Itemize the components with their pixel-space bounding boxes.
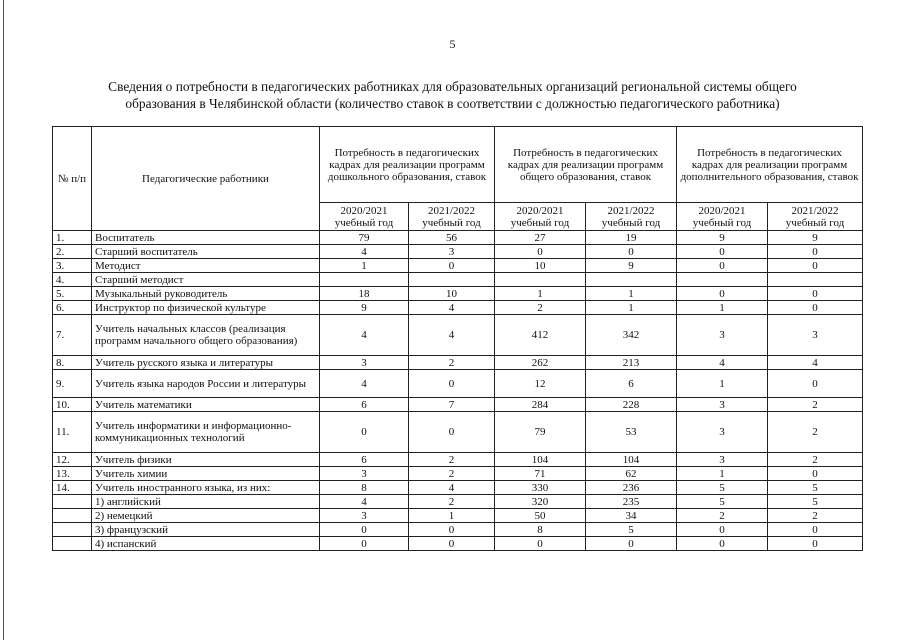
value-cell: 2 [409,467,495,481]
value-cell: 0 [495,245,586,259]
table-row [53,481,863,495]
value-cell: 0 [586,537,677,551]
table-row [53,356,863,370]
worker-name: Старший методист [92,273,320,287]
row-number: 2. [53,245,92,259]
value-cell: 0 [768,301,863,315]
value-cell: 3 [677,412,768,453]
value-cell: 0 [586,245,677,259]
value-cell: 2 [409,495,495,509]
value-cell: 3 [768,315,863,356]
value-cell: 412 [495,315,586,356]
table-row [53,453,863,467]
value-cell: 0 [677,523,768,537]
value-cell: 1 [495,287,586,301]
value-cell: 1 [586,287,677,301]
table-row [53,315,863,356]
value-cell: 228 [586,398,677,412]
worker-name: Учитель информатики и информационно-коммуникационных технологий [92,412,320,453]
value-cell: 4 [409,481,495,495]
row-number [53,523,92,537]
value-cell: 2 [768,509,863,523]
value-cell: 0 [677,287,768,301]
value-cell: 1 [677,467,768,481]
row-number [53,495,92,509]
row-number: 1. [53,231,92,245]
value-cell: 2 [409,453,495,467]
value-cell: 0 [320,537,409,551]
table-body [53,231,863,551]
row-number: 9. [53,370,92,398]
value-cell: 1 [677,301,768,315]
worker-name: 3) французский [92,523,320,537]
value-cell: 3 [320,467,409,481]
value-cell: 342 [586,315,677,356]
value-cell: 6 [586,370,677,398]
value-cell: 1 [586,301,677,315]
header-number: № п/п [53,127,92,231]
value-cell [320,273,409,287]
header-general: Потребность в педагогических кадрах для реализации программ общего образования, ставок [495,127,677,203]
header-additional: Потребность в педагогических кадрах для реализации программ дополнительного образования, ставок [677,127,863,203]
value-cell: 71 [495,467,586,481]
value-cell: 62 [586,467,677,481]
value-cell: 5 [677,495,768,509]
value-cell: 6 [320,398,409,412]
value-cell: 0 [409,412,495,453]
header-year-2021-additional: 2021/2022 учебный год [768,203,863,231]
value-cell: 9 [768,231,863,245]
value-cell: 3 [677,315,768,356]
value-cell [677,273,768,287]
value-cell: 2 [495,301,586,315]
value-cell: 2 [677,509,768,523]
row-number: 5. [53,287,92,301]
value-cell: 0 [409,537,495,551]
value-cell: 213 [586,356,677,370]
worker-name: Учитель языка народов России и литературы [92,370,320,398]
value-cell: 27 [495,231,586,245]
value-cell: 104 [495,453,586,467]
table-row [53,523,863,537]
value-cell: 10 [409,287,495,301]
row-number: 4. [53,273,92,287]
row-number: 3. [53,259,92,273]
title-line-2: образования в Челябинской области (количество ставок в соответствии с должностью педагогического работника) [125,96,780,111]
left-margin-line [3,0,4,640]
value-cell [495,273,586,287]
value-cell: 56 [409,231,495,245]
value-cell: 2 [768,398,863,412]
document-title [40,78,865,112]
worker-name: Старший воспитатель [92,245,320,259]
header-year-2020-preschool: 2020/2021 учебный год [320,203,409,231]
header-preschool: Потребность в педагогических кадрах для реализации программ дошкольного образования, ставок [320,127,495,203]
value-cell: 0 [320,412,409,453]
row-number: 12. [53,453,92,467]
value-cell [409,273,495,287]
table-row [53,273,863,287]
value-cell [586,273,677,287]
value-cell: 4 [677,356,768,370]
staffing-needs-table [52,126,863,551]
value-cell: 12 [495,370,586,398]
value-cell: 284 [495,398,586,412]
value-cell: 0 [768,245,863,259]
value-cell: 50 [495,509,586,523]
value-cell: 53 [586,412,677,453]
value-cell: 1 [677,370,768,398]
value-cell: 0 [409,523,495,537]
value-cell: 5 [768,481,863,495]
row-number: 14. [53,481,92,495]
header-workers: Педагогические работники [92,127,320,231]
value-cell: 320 [495,495,586,509]
worker-name: Учитель начальных классов (реализация программ начального общего образования) [92,315,320,356]
value-cell: 2 [409,356,495,370]
value-cell: 0 [677,259,768,273]
value-cell: 10 [495,259,586,273]
row-number: 6. [53,301,92,315]
table-row [53,259,863,273]
value-cell: 9 [586,259,677,273]
table-row [53,301,863,315]
value-cell: 2 [768,412,863,453]
title-line-1: Сведения о потребности в педагогических работниках для образовательных организаций региональной системы общего [108,79,797,94]
worker-name: Учитель математики [92,398,320,412]
value-cell: 0 [677,245,768,259]
value-cell: 0 [495,537,586,551]
value-cell: 0 [768,467,863,481]
table-row [53,412,863,453]
value-cell: 0 [409,370,495,398]
value-cell: 5 [768,495,863,509]
worker-name: 4) испанский [92,537,320,551]
value-cell [768,273,863,287]
worker-name: 1) английский [92,495,320,509]
page-number: 5 [449,37,456,51]
table-row [53,398,863,412]
value-cell: 0 [768,523,863,537]
worker-name: Учитель русского языка и литературы [92,356,320,370]
value-cell: 330 [495,481,586,495]
row-number: 11. [53,412,92,453]
value-cell: 1 [320,259,409,273]
worker-name: Музыкальный руководитель [92,287,320,301]
value-cell: 0 [677,537,768,551]
value-cell: 4 [409,301,495,315]
value-cell: 18 [320,287,409,301]
value-cell: 262 [495,356,586,370]
value-cell: 3 [677,398,768,412]
row-number: 7. [53,315,92,356]
value-cell: 4 [320,370,409,398]
row-number: 10. [53,398,92,412]
value-cell: 0 [409,259,495,273]
value-cell: 79 [320,231,409,245]
worker-name: Учитель химии [92,467,320,481]
table-row [53,287,863,301]
value-cell: 5 [677,481,768,495]
table-row [53,467,863,481]
value-cell: 79 [495,412,586,453]
value-cell: 4 [320,245,409,259]
value-cell: 0 [768,259,863,273]
worker-name: Учитель физики [92,453,320,467]
value-cell: 8 [495,523,586,537]
value-cell: 0 [768,287,863,301]
value-cell: 5 [586,523,677,537]
table-row [53,370,863,398]
value-cell: 9 [320,301,409,315]
table-row [53,537,863,551]
header-year-2021-preschool: 2021/2022 учебный год [409,203,495,231]
value-cell: 104 [586,453,677,467]
table-row [53,245,863,259]
table-row [53,495,863,509]
header-year-2021-general: 2021/2022 учебный год [586,203,677,231]
value-cell: 9 [677,231,768,245]
value-cell: 4 [768,356,863,370]
header-year-2020-additional: 2020/2021 учебный год [677,203,768,231]
worker-name: Воспитатель [92,231,320,245]
table-row [53,231,863,245]
value-cell: 19 [586,231,677,245]
value-cell: 3 [677,453,768,467]
value-cell: 0 [768,370,863,398]
value-cell: 4 [409,315,495,356]
row-number: 8. [53,356,92,370]
value-cell: 34 [586,509,677,523]
row-number [53,537,92,551]
value-cell: 235 [586,495,677,509]
value-cell: 7 [409,398,495,412]
value-cell: 6 [320,453,409,467]
value-cell: 4 [320,495,409,509]
value-cell: 0 [768,537,863,551]
header-year-2020-general: 2020/2021 учебный год [495,203,586,231]
row-number [53,509,92,523]
value-cell: 4 [320,315,409,356]
value-cell: 3 [409,245,495,259]
value-cell: 236 [586,481,677,495]
value-cell: 3 [320,509,409,523]
row-number: 13. [53,467,92,481]
worker-name: Учитель иностранного языка, из них: [92,481,320,495]
worker-name: Инструктор по физической культуре [92,301,320,315]
value-cell: 8 [320,481,409,495]
value-cell: 3 [320,356,409,370]
value-cell: 1 [409,509,495,523]
worker-name: 2) немецкий [92,509,320,523]
table-row [53,509,863,523]
value-cell: 2 [768,453,863,467]
value-cell: 0 [320,523,409,537]
worker-name: Методист [92,259,320,273]
